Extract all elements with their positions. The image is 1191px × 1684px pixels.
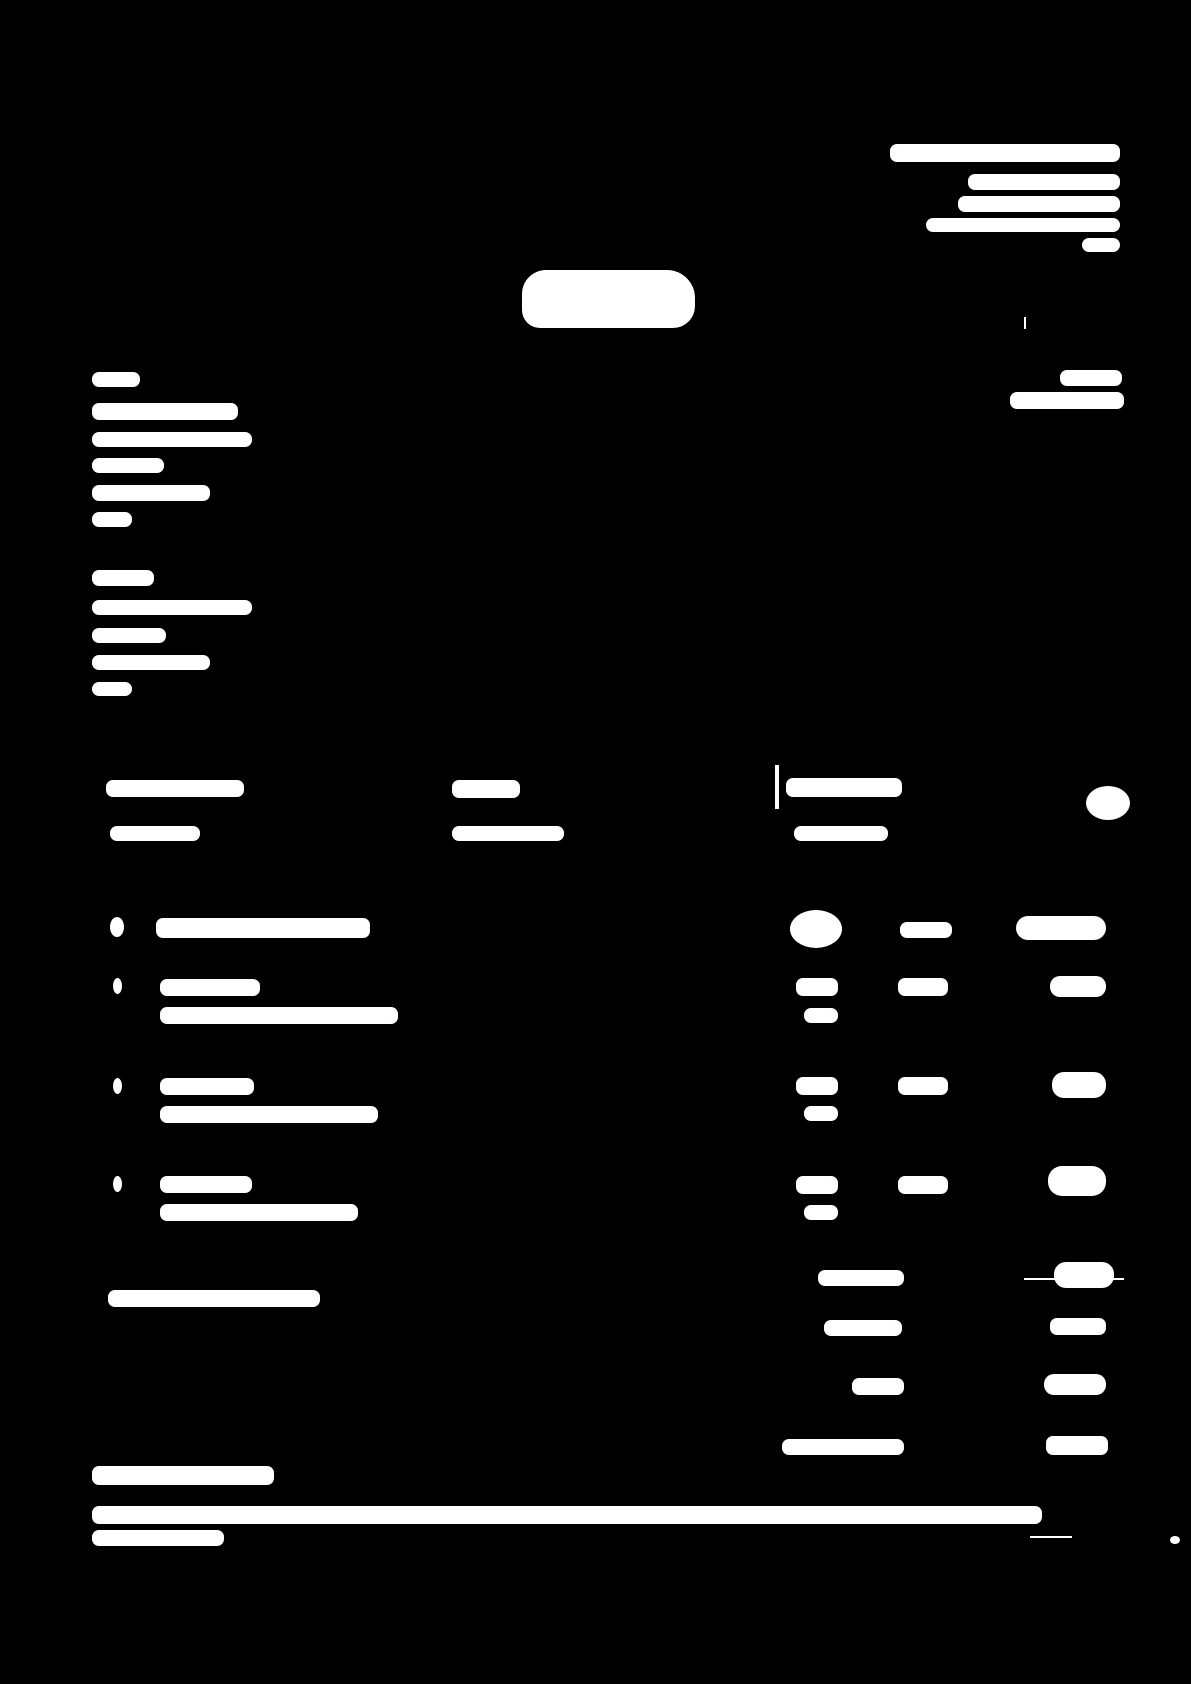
thank-you-note-redacted xyxy=(108,1290,320,1307)
sender-country-redacted xyxy=(1082,238,1120,252)
mark-tick xyxy=(1024,317,1026,329)
ship-to-address-line3-redacted xyxy=(92,655,210,670)
amount-due-value-redacted xyxy=(1046,1436,1108,1455)
details-col1-label-redacted xyxy=(106,780,244,797)
tax-label-redacted xyxy=(824,1320,902,1336)
totals-rule-right xyxy=(1110,1278,1124,1280)
total-value-redacted xyxy=(1044,1374,1106,1395)
details-col2-label-redacted xyxy=(452,780,520,798)
item-3-name-redacted xyxy=(160,1176,252,1193)
subtotal-value-redacted xyxy=(1054,1262,1114,1288)
bill-to-name-redacted xyxy=(92,403,238,420)
invoice-number-redacted xyxy=(1010,392,1124,409)
bill-to-address-line1-redacted xyxy=(92,432,252,447)
ship-to-address-line2-redacted xyxy=(92,628,166,643)
item-2-amount-redacted xyxy=(1052,1072,1106,1098)
redaction-note-text: All text on this page is redacted (shown as white blocks). xyxy=(470,1660,721,1671)
header-amount-redacted xyxy=(1016,916,1106,940)
bill-to-address-line2-redacted xyxy=(92,458,164,473)
item-2-name-redacted xyxy=(160,1078,254,1095)
footer-dot xyxy=(1170,1536,1180,1544)
item-3-bullet xyxy=(113,1176,122,1192)
terms-body-line2-redacted xyxy=(92,1530,224,1546)
item-1-name-redacted xyxy=(160,979,260,996)
redaction-note xyxy=(0,1660,1191,1680)
item-3-price-redacted xyxy=(898,1176,948,1194)
subtotal-label-redacted xyxy=(818,1270,904,1286)
details-col1-value-redacted xyxy=(110,826,200,841)
details-col3-label-redacted xyxy=(786,778,902,797)
item-3-description-redacted xyxy=(160,1204,358,1221)
details-col3-value-redacted xyxy=(794,826,888,841)
scan-artifact-mark xyxy=(775,765,779,809)
ship-to-heading-redacted xyxy=(92,570,154,586)
item-2-qty-redacted xyxy=(796,1077,838,1095)
company-logo-redacted xyxy=(522,270,695,328)
stamp-mark-redacted xyxy=(1086,786,1130,820)
item-2-price-redacted xyxy=(898,1077,948,1095)
item-1-qty-unit-redacted xyxy=(804,1008,838,1023)
tax-value-redacted xyxy=(1050,1318,1106,1335)
sender-address-line2-redacted xyxy=(958,196,1120,212)
item-1-qty-redacted xyxy=(796,978,838,996)
item-2-bullet xyxy=(113,1078,122,1094)
item-3-amount-redacted xyxy=(1048,1166,1106,1196)
item-3-qty-unit-redacted xyxy=(804,1205,838,1220)
ship-to-address-line1-redacted xyxy=(92,600,252,615)
item-1-amount-redacted xyxy=(1050,976,1106,997)
details-col2-value-redacted xyxy=(452,826,564,841)
sender-address-line1-redacted xyxy=(968,174,1120,190)
invoice-label-redacted xyxy=(1060,370,1122,386)
header-price-redacted xyxy=(900,922,952,938)
terms-heading-redacted xyxy=(92,1466,274,1485)
total-label-redacted xyxy=(852,1378,904,1395)
header-bullet xyxy=(110,917,124,937)
sender-name-redacted xyxy=(890,144,1120,162)
header-description-redacted xyxy=(156,918,370,938)
amount-due-label-redacted xyxy=(782,1439,904,1455)
bill-to-country-redacted xyxy=(92,512,132,527)
item-2-description-redacted xyxy=(160,1106,378,1123)
terms-body-line1-redacted xyxy=(92,1506,1042,1524)
item-1-bullet xyxy=(113,978,122,994)
item-1-price-redacted xyxy=(898,978,948,996)
bill-to-heading-redacted xyxy=(92,372,140,387)
bill-to-address-line3-redacted xyxy=(92,485,210,501)
sender-address-line3-redacted xyxy=(926,218,1120,232)
item-1-description-redacted xyxy=(160,1007,398,1024)
item-2-qty-unit-redacted xyxy=(804,1106,838,1121)
footer-rule xyxy=(1030,1536,1072,1538)
ship-to-country-redacted xyxy=(92,682,132,696)
totals-rule-left xyxy=(1024,1278,1058,1280)
header-qty-redacted xyxy=(790,910,842,948)
item-3-qty-redacted xyxy=(796,1176,838,1194)
